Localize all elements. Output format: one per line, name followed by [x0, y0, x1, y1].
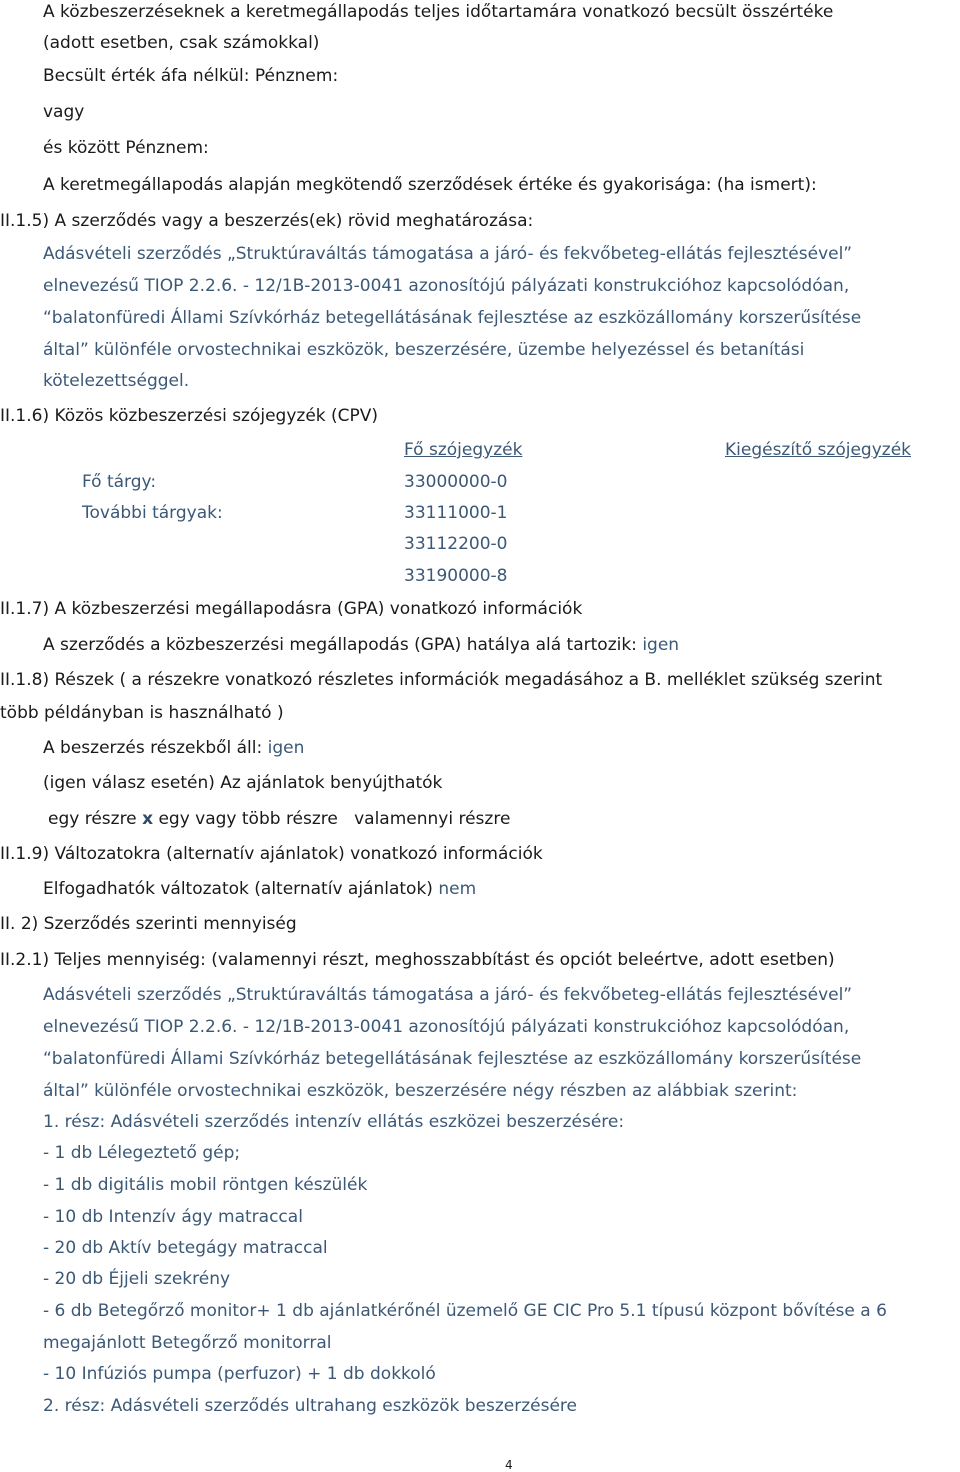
cpv-additional-label: További tárgyak:	[82, 503, 223, 523]
lot-1-item: - 20 db Aktív betegágy matraccal	[43, 1238, 328, 1258]
section-ii-1-8-heading: II.1.8) Részek ( a részekre vonatkozó részletes információk megadásához a B. melléklet szükség szerint	[0, 670, 883, 690]
cpv-main-code: 33000000-0	[404, 472, 508, 492]
quantity-line-3: “balatonfüredi Állami Szívkórház betegellátásának fejlesztése az eszközállomány korszerűsítése	[43, 1049, 862, 1069]
option-all-lots: valamennyi részre	[354, 809, 511, 829]
cpv-additional-code: 33112200-0	[404, 534, 508, 554]
option-selected-mark: x	[142, 809, 154, 829]
estimated-value-heading: A közbeszerzéseknek a keretmegállapodás teljes időtartamára vonatkozó becsült összértéke	[43, 2, 834, 22]
cpv-additional-code: 33190000-8	[404, 566, 508, 586]
section-ii-2-heading: II. 2) Szerződés szerinti mennyiség	[0, 914, 297, 934]
lot-1-item-cont: megajánlott Betegőrző monitorral	[43, 1333, 332, 1353]
variants-line	[43, 877, 476, 901]
gpa-line	[43, 633, 679, 657]
lot-2-heading: 2. rész: Adásvételi szerződés ultrahang eszközök beszerzésére	[43, 1396, 577, 1416]
cpv-main-label: Fő tárgy:	[82, 472, 157, 492]
quantity-line-1: Adásvételi szerződés „Struktúraváltás támogatása a járó- és fekvőbeteg-ellátás fejlesztésével”	[43, 985, 853, 1005]
numbers-only-note: (adott esetben, csak számokkal)	[43, 33, 320, 53]
section-ii-1-5-heading: II.1.5) A szerződés vagy a beszerzés(ek) rövid meghatározása:	[0, 211, 534, 231]
or-line: vagy	[43, 102, 85, 122]
lot-1-item: - 1 db Lélegeztető gép;	[43, 1143, 241, 1163]
lot-1-item: - 10 db Intenzív ágy matraccal	[43, 1207, 303, 1227]
lot-options-line	[48, 807, 510, 831]
page-number: 4	[505, 1458, 513, 1472]
quantity-line-4: által” különféle orvostechnikai eszközök, beszerzésére négy részben az alábbiak szerint:	[43, 1081, 798, 1101]
lot-1-heading: 1. rész: Adásvételi szerződés intenzív ellátás eszközei beszerzésére:	[43, 1112, 625, 1132]
lot-1-item: - 10 Infúziós pumpa (perfuzor) + 1 db dokkoló	[43, 1364, 436, 1384]
description-line-3: “balatonfüredi Állami Szívkórház betegellátásának fejlesztése az eszközállomány korszerűsítése	[43, 308, 862, 328]
section-ii-1-9-heading: II.1.9) Változatokra (alternatív ajánlatok) vonatkozó információk	[0, 844, 543, 864]
description-line-1: Adásvételi szerződés „Struktúraváltás támogatása a járó- és fekvőbeteg-ellátás fejlesztésével”	[43, 244, 853, 264]
lot-1-item: - 20 db Éjjeli szekrény	[43, 1269, 231, 1289]
range-currency-line: és között Pénznem:	[43, 138, 209, 158]
tender-submission-line: (igen válasz esetén) Az ajánlatok benyújthatók	[43, 773, 443, 793]
description-line-4: által” különféle orvostechnikai eszközök, beszerzésére, üzembe helyezéssel és betanítási	[43, 340, 805, 360]
gpa-text: A szerződés a közbeszerzési megállapodás (GPA) hatálya alá tartozik:	[43, 635, 637, 655]
lots-line	[43, 736, 304, 760]
cpv-additional-code: 33111000-1	[404, 503, 508, 523]
contract-value-frequency-line: A keretmegállapodás alapján megkötendő szerződések értéke és gyakorisága: (ha ismert):	[43, 175, 817, 195]
option-one-or-more-lots: egy vagy több részre	[158, 809, 338, 829]
section-ii-1-6-heading: II.1.6) Közös közbeszerzési szójegyzék (CPV)	[0, 406, 379, 426]
variants-text: Elfogadhatók változatok (alternatív ajánlatok)	[43, 879, 433, 899]
description-line-5: kötelezettséggel.	[43, 371, 190, 391]
lots-value: igen	[267, 738, 305, 758]
section-ii-1-7-heading: II.1.7) A közbeszerzési megállapodásra (GPA) vonatkozó információk	[0, 599, 583, 619]
section-ii-1-8-heading-cont: több példányban is használható )	[0, 703, 284, 723]
cpv-main-header: Fő szójegyzék	[404, 440, 523, 460]
lots-text: A beszerzés részekből áll:	[43, 738, 263, 758]
description-line-2: elnevezésű TIOP 2.2.6. - 12/1B-2013-0041 azonosítójú pályázati konstrukcióhoz kapcsolódóan,	[43, 276, 850, 296]
estimated-value-line: Becsült érték áfa nélkül: Pénznem:	[43, 66, 339, 86]
section-ii-2-1-heading: II.2.1) Teljes mennyiség: (valamennyi részt, meghosszabbítást és opciót beleértve, adott esetben)	[0, 950, 835, 970]
cpv-supplementary-header: Kiegészítő szójegyzék	[725, 440, 911, 460]
gpa-value: igen	[642, 635, 680, 655]
quantity-line-2: elnevezésű TIOP 2.2.6. - 12/1B-2013-0041 azonosítójú pályázati konstrukcióhoz kapcsolódóan,	[43, 1017, 850, 1037]
lot-1-item: - 6 db Betegőrző monitor+ 1 db ajánlatkérőnél üzemelő GE CIC Pro 5.1 típusú központ bővítése a 6	[43, 1301, 887, 1321]
lot-1-item: - 1 db digitális mobil röntgen készülék	[43, 1175, 368, 1195]
variants-value: nem	[438, 879, 477, 899]
option-one-lot: egy részre	[48, 809, 137, 829]
